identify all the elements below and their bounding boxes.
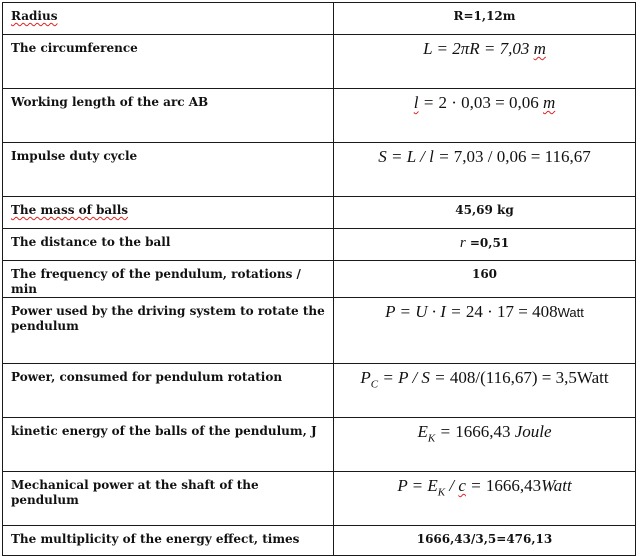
table-row xyxy=(3,35,636,89)
table-row xyxy=(3,298,636,364)
row-label: The mass of balls xyxy=(3,197,334,229)
row-label: The multiplicity of the energy effect, times xyxy=(3,526,334,556)
table-row xyxy=(3,364,636,418)
parameters-table xyxy=(2,2,636,556)
table-row xyxy=(3,143,636,197)
table-row xyxy=(3,3,636,35)
table-row xyxy=(3,261,636,298)
table-row xyxy=(3,418,636,472)
row-label: The frequency of the pendulum, rotations / min xyxy=(3,261,334,298)
row-value: R=1,12m xyxy=(334,3,636,35)
row-label: kinetic energy of the balls of the pendulum, J xyxy=(3,418,334,472)
row-value: P = U · I = 24 · 17 = 408Watt xyxy=(334,298,636,364)
row-label: Power, consumed for pendulum rotation xyxy=(3,364,334,418)
row-value: $P_C = P / S = 408/(116,67)$ = 3,5Watt xyxy=(334,364,636,418)
row-value: 1666,43/3,5=476,13 xyxy=(334,526,636,556)
row-label: Impulse duty cycle xyxy=(3,143,334,197)
table-row xyxy=(3,472,636,526)
row-label: Mechanical power at the shaft of the pendulum xyxy=(3,472,334,526)
row-label: The circumference xyxy=(3,35,334,89)
row-label: Power used by the driving system to rotate the pendulum xyxy=(3,298,334,364)
table-row xyxy=(3,229,636,261)
table-row xyxy=(3,526,636,556)
table-row xyxy=(3,89,636,143)
row-label: The distance to the ball xyxy=(3,229,334,261)
row-value: 160 xyxy=(334,261,636,298)
row-value: r =0,51 xyxy=(334,229,636,261)
row-value: $P = E_K / c$ = 1666,43Watt xyxy=(334,472,636,526)
row-label: Working length of the arc AB xyxy=(3,89,334,143)
row-value: L = 2πR = 7,03 m xyxy=(334,35,636,89)
row-label: Radius xyxy=(3,3,334,35)
table-row xyxy=(3,197,636,229)
row-value: S = L / l = 7,03 / 0,06 = 116,67 xyxy=(334,143,636,197)
row-value: $E_K = 1666,43$ Joule xyxy=(334,418,636,472)
row-value: 45,69 kg xyxy=(334,197,636,229)
row-value: l = 2 · 0,03 = 0,06 m xyxy=(334,89,636,143)
